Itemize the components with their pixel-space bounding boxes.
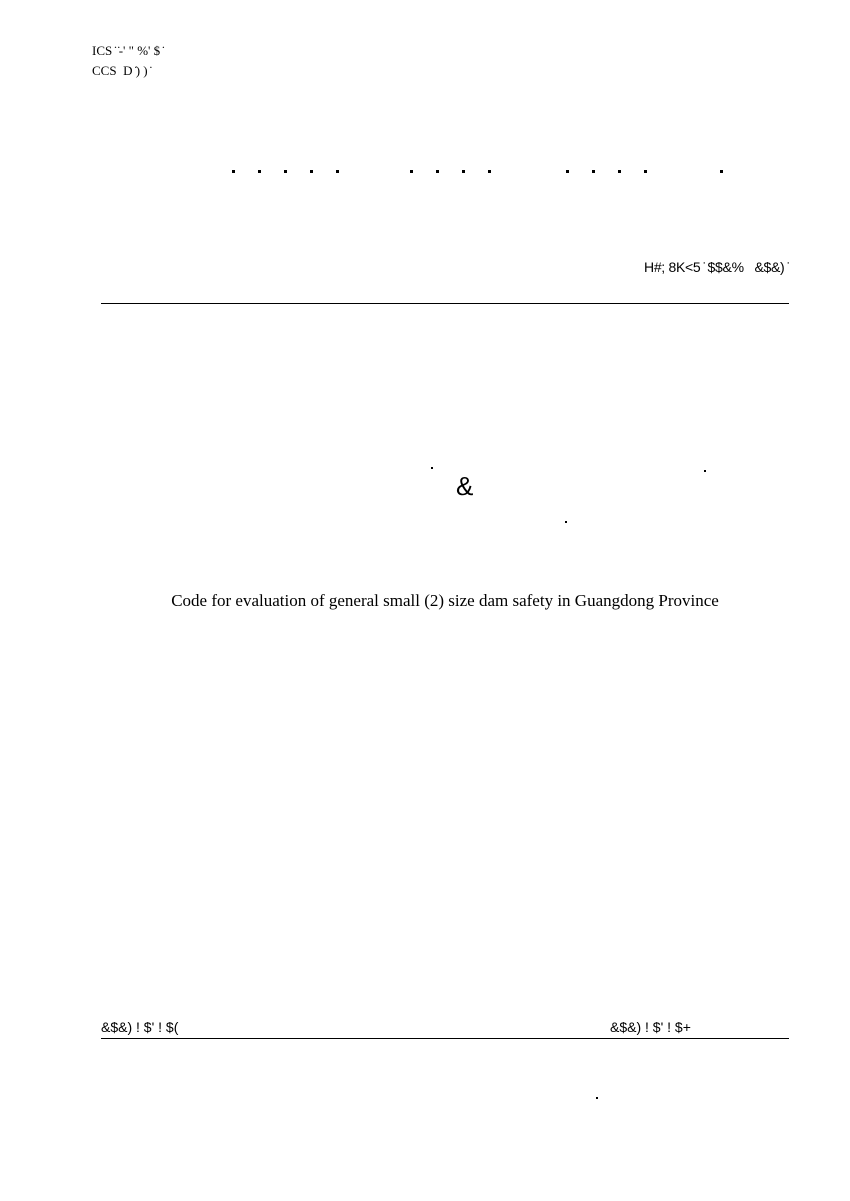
issuer-dot — [596, 1097, 598, 1099]
title-dot-right — [704, 470, 706, 472]
ics-code: ICS ̇ ̇-' " %' $ ̇ — [92, 43, 164, 58]
chinese-title-glyph: & — [456, 471, 474, 501]
standard-number: H#; 8K<5 ̇ $$&% &$&) ̇ — [644, 259, 788, 275]
top-rule — [101, 303, 789, 304]
issue-date: &$&) ! $' ! $( — [101, 1019, 179, 1035]
bottom-rule — [101, 1038, 789, 1039]
implementation-date: &$&) ! $' ! $+ — [610, 1019, 691, 1035]
title-dot-left — [431, 467, 433, 469]
title-dot-lower — [565, 521, 567, 523]
english-title: Code for evaluation of general small (2) size dam safety in Guangdong Province — [171, 591, 719, 610]
ccs-code: CCS D ̇) ) ̇ — [92, 63, 151, 78]
